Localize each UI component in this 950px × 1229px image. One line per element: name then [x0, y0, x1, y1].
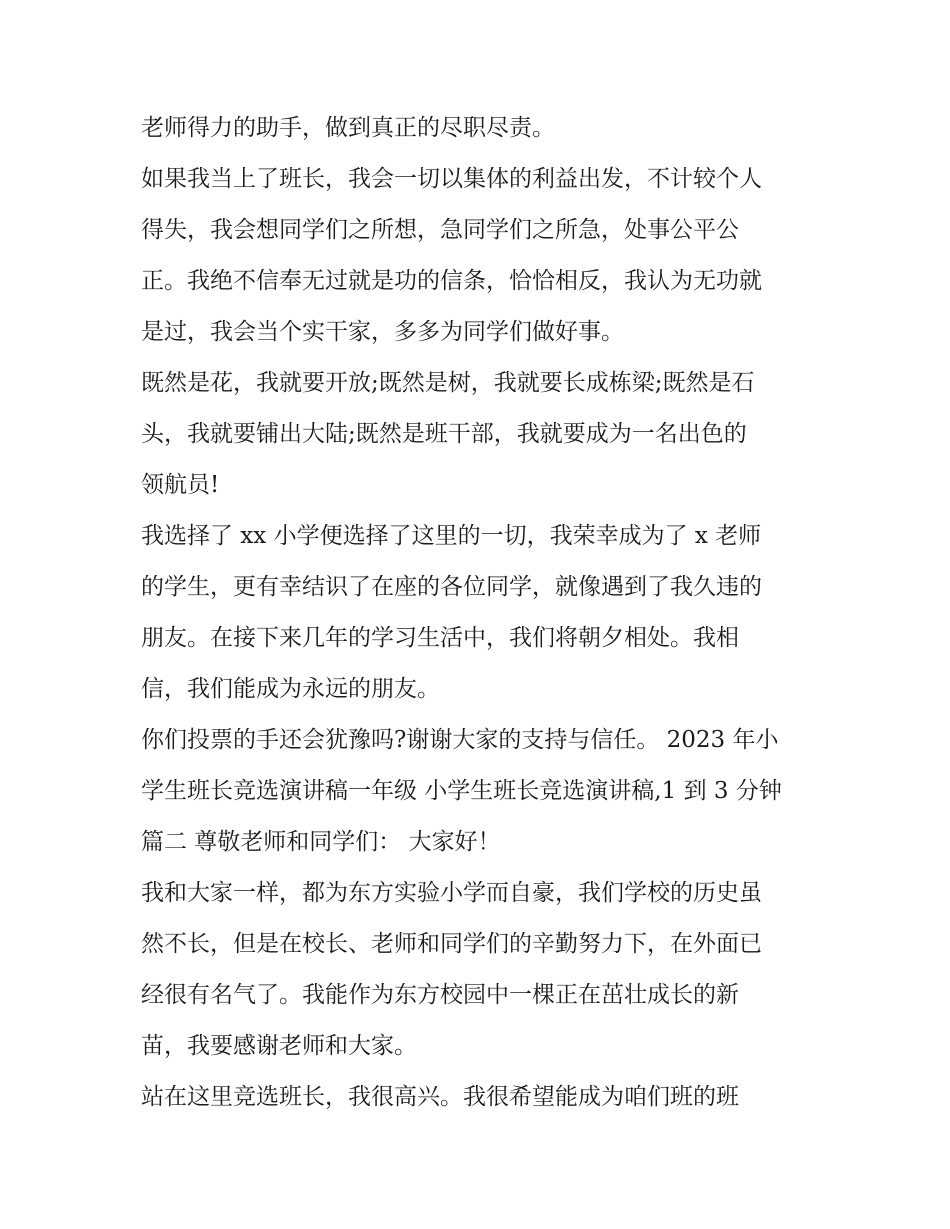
text-line: 领航员!	[141, 472, 220, 498]
text-line: 苗，我要感谢老师和大家。	[141, 1033, 417, 1059]
text-line: 我选择了 xx 小学便选择了这里的一切，我荣幸成为了 x 老师	[141, 523, 762, 549]
text-line: 正。我绝不信奉无过就是功的信条，恰恰相反，我认为无功就	[141, 268, 762, 294]
text-line: 我和大家一样，都为东方实验小学而自豪，我们学校的历史虽	[141, 880, 762, 906]
text-line: 头，我就要铺出大陆;既然是班干部，我就要成为一名出色的	[141, 421, 747, 447]
text-line: 朋友。在接下来几年的学习生活中，我们将朝夕相处。我相	[141, 625, 739, 651]
text-line: 如果我当上了班长，我会一切以集体的利益出发，不计较个人	[141, 166, 762, 192]
text-line: 既然是花，我就要开放;既然是树，我就要长成栋梁;既然是石	[141, 370, 755, 396]
text-line: 站在这里竞选班长，我很高兴。我很希望能成为咱们班的班	[141, 1084, 739, 1110]
text-line: 然不长，但是在校长、老师和同学们的辛勤努力下，在外面已	[141, 931, 762, 957]
text-line: 你们投票的手还会犹豫吗?谢谢大家的支持与信任。 2023 年小	[141, 727, 779, 753]
text-line: 老师得力的助手，做到真正的尽职尽责。	[141, 115, 555, 141]
document-body	[141, 107, 816, 1127]
text-line: 的学生，更有幸结识了在座的各位同学，就像遇到了我久违的	[141, 574, 762, 600]
text-line: 是过，我会当个实干家，多多为同学们做好事。	[141, 319, 624, 345]
text-line: 经很有名气了。我能作为东方校园中一棵正在茁壮成长的新	[141, 982, 739, 1008]
text-line: 学生班长竞选演讲稿一年级 小学生班长竞选演讲稿,1 到 3 分钟	[141, 778, 782, 804]
text-line: 篇二 尊敬老师和同学们： 大家好！	[141, 829, 501, 855]
text-line: 信，我们能成为永远的朋友。	[141, 676, 440, 702]
text-line: 得失，我会想同学们之所想，急同学们之所急，处事公平公	[141, 217, 739, 243]
